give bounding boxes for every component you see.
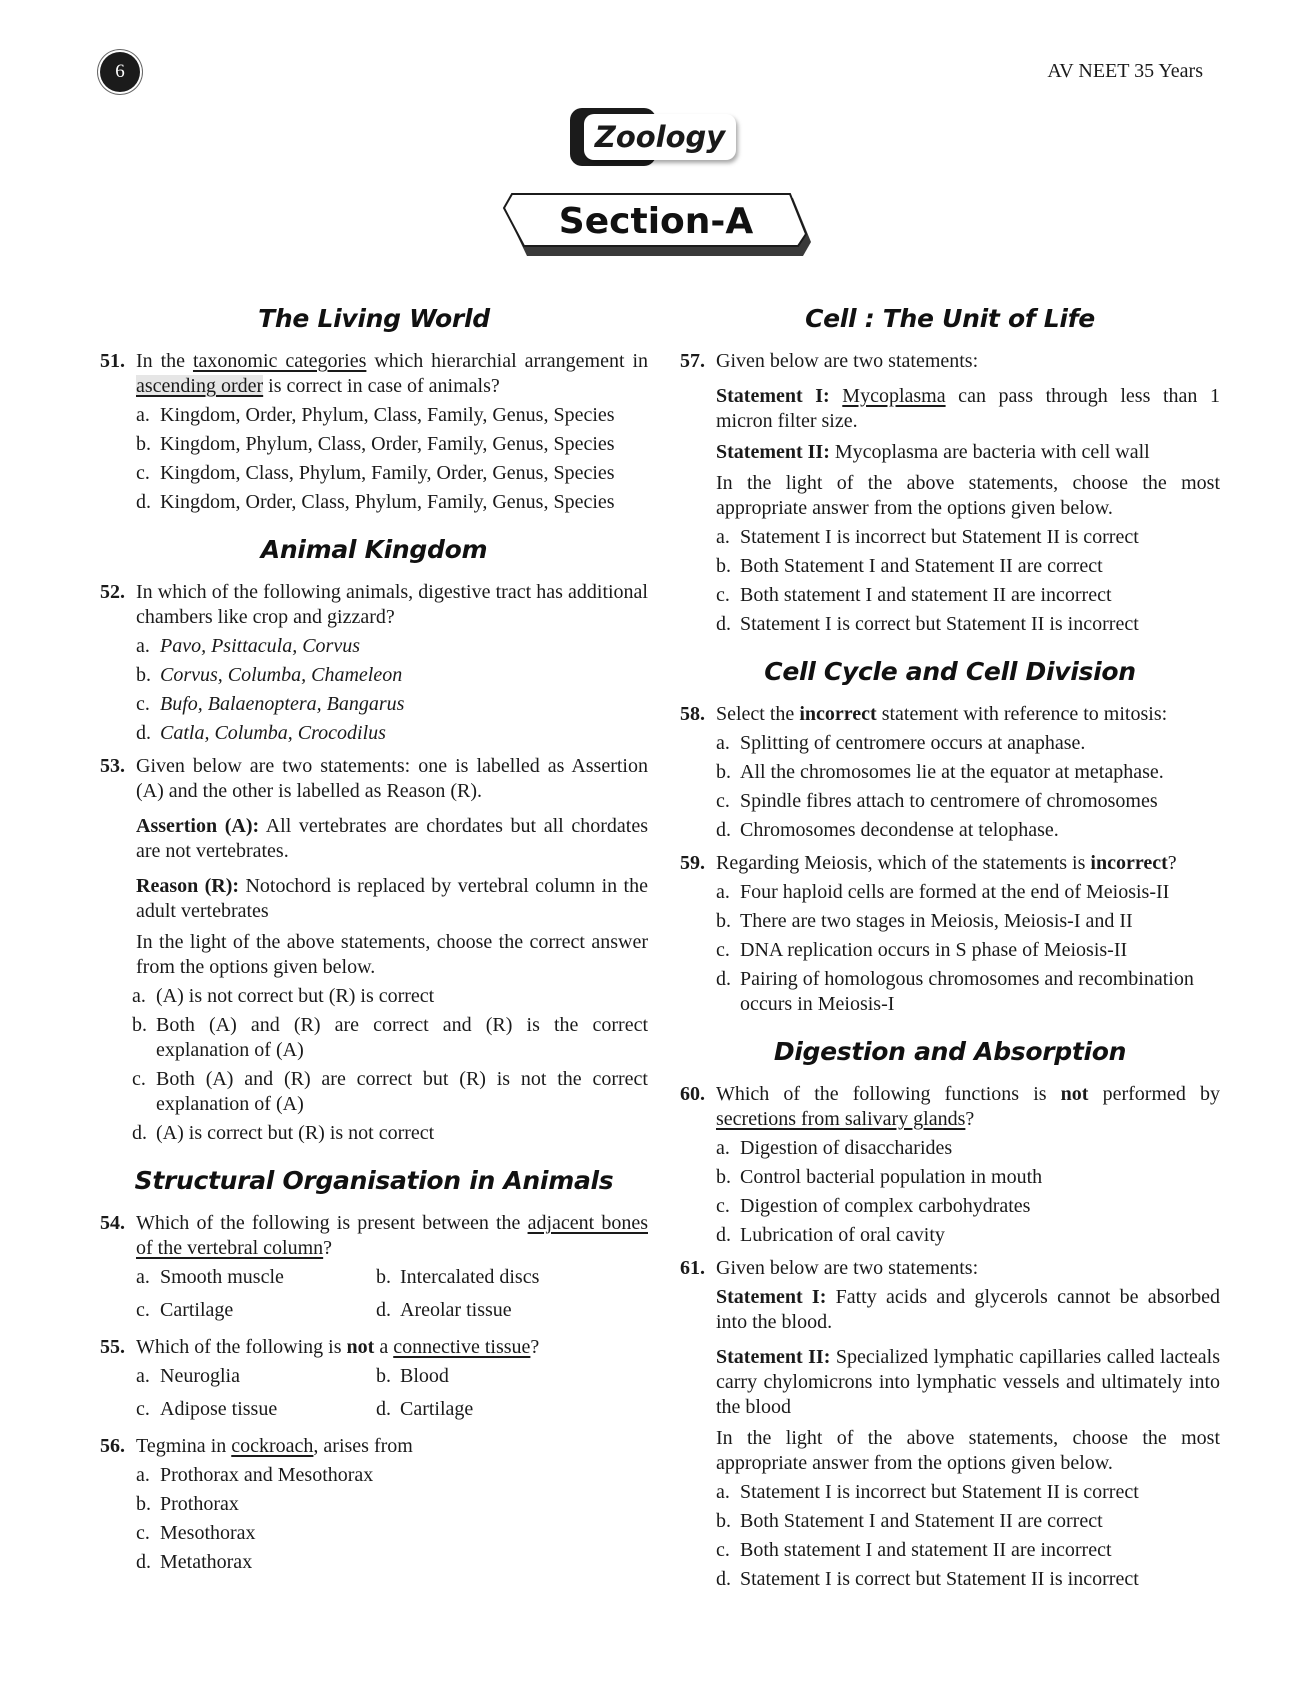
statement-1: Statement I: Mycoplasma can pass through less than 1 micron filter size. <box>716 385 1220 432</box>
heading-digestion: Digestion and Absorption <box>773 1037 1127 1066</box>
option-a: a. Kingdom, Order, Phylum, Class, Family, Genus, Species <box>136 404 615 426</box>
option-c: c. Both statement I and statement II are incorrect <box>716 1539 1112 1561</box>
option-d: d. Metathorax <box>136 1551 253 1573</box>
question-number: 57. <box>680 350 705 372</box>
option-c: c. Both (A) and (R) are correct but (R) is not the correct explanation of (A) <box>132 1068 648 1115</box>
option-d: d. Kingdom, Order, Class, Phylum, Family, Genus, Species <box>136 491 615 513</box>
heading-animal-kingdom: Animal Kingdom <box>260 535 488 564</box>
statement-2: Statement II: Specialized lymphatic capillaries called lacteals carry chylomicrons into lymphatic vessels and ultimately into the blood <box>716 1346 1220 1418</box>
option-b: b. Intercalated discs <box>376 1266 540 1288</box>
option-c: c. Digestion of complex carbohydrates <box>716 1195 1031 1217</box>
question-text: Which of the following is not a connective tissue? <box>136 1336 540 1358</box>
question-number: 54. <box>100 1212 125 1234</box>
option-b: b. Both Statement I and Statement II are correct <box>716 1510 1103 1532</box>
question-number: 52. <box>100 581 125 603</box>
option-c: c. Adipose tissue <box>136 1398 278 1420</box>
question-61 <box>680 1256 1220 1592</box>
option-a: a. Digestion of disaccharides <box>716 1137 953 1159</box>
option-d: d. Lubrication of oral cavity <box>716 1224 945 1246</box>
option-b: b. Prothorax <box>136 1493 239 1515</box>
statement-1: Statement I: Fatty acids and glycerols cannot be absorbed into the blood. <box>716 1286 1220 1333</box>
option-c: c. Kingdom, Class, Phylum, Family, Order, Genus, Species <box>136 462 615 484</box>
option-c: c. Cartilage <box>136 1299 234 1321</box>
section-title: Section-A <box>558 200 754 242</box>
left-column <box>100 298 648 1583</box>
option-b: b. Control bacterial population in mouth <box>716 1166 1043 1188</box>
option-d: d. Pairing of homologous chromosomes and recombination occurs in Meiosis-I <box>716 968 1194 1015</box>
option-a: a. Smooth muscle <box>136 1266 284 1288</box>
option-d: d. Cartilage <box>376 1398 474 1420</box>
question-number: 56. <box>100 1435 125 1457</box>
instruction: In the light of the above statements, choose the most appropriate answer from the options given below. <box>716 472 1220 519</box>
question-text: Which of the following functions is not performed by secretions from salivary glands? <box>716 1083 1220 1130</box>
option-c: c. Mesothorax <box>136 1522 256 1544</box>
question-text: Select the incorrect statement with reference to mitosis: <box>716 703 1168 725</box>
question-53 <box>100 754 648 1146</box>
highlighted-text: ascending order <box>136 375 264 397</box>
subject-title: Zoology <box>584 114 736 160</box>
question-number: 53. <box>100 755 125 777</box>
option-a: a. (A) is not correct but (R) is correct <box>132 985 435 1007</box>
option-d: d. Chromosomes decondense at telophase. <box>716 819 1059 841</box>
option-d: d. Catla, Columba, Crocodilus <box>136 722 386 744</box>
option-d: d. Statement I is correct but Statement II is incorrect <box>716 1568 1139 1590</box>
option-a: a. Splitting of centromere occurs at anaphase. <box>716 732 1086 754</box>
question-text: Tegmina in cockroach, arises from <box>136 1435 413 1457</box>
right-column <box>680 298 1220 1600</box>
heading-cell-cycle: Cell Cycle and Cell Division <box>764 657 1136 686</box>
question-54 <box>100 1211 648 1327</box>
option-b: b. Corvus, Columba, Chameleon <box>136 664 403 686</box>
question-number: 55. <box>100 1336 125 1358</box>
option-a: a. Prothorax and Mesothorax <box>136 1464 374 1486</box>
option-b: b. There are two stages in Meiosis, Meiosis-I and II <box>716 910 1133 932</box>
book-title: AV NEET 35 Years <box>1047 60 1203 82</box>
question-56 <box>100 1434 648 1575</box>
question-text: In the taxonomic categories which hierarchial arrangement in ascending order is correct in case of animals? <box>136 350 648 397</box>
question-52 <box>100 580 648 746</box>
option-c: c. DNA replication occurs in S phase of Meiosis-II <box>716 939 1128 961</box>
option-a: a. Neuroglia <box>136 1365 240 1387</box>
question-number: 51. <box>100 350 125 372</box>
option-b: b. Kingdom, Phylum, Class, Order, Family, Genus, Species <box>136 433 615 455</box>
page-number-badge: 6 <box>100 52 140 92</box>
option-c: c. Both statement I and statement II are incorrect <box>716 584 1112 606</box>
question-59 <box>680 851 1220 1017</box>
question-text: Given below are two statements: one is labelled as Assertion (A) and the other is labelled as Reason (R). <box>136 755 648 802</box>
option-c: c. Spindle fibres attach to centromere of chromosomes <box>716 790 1158 812</box>
option-a: a. Statement I is incorrect but Statement II is correct <box>716 526 1139 548</box>
option-b: b. Both (A) and (R) are correct and (R) is the correct explanation of (A) <box>132 1014 648 1061</box>
option-a: a. Four haploid cells are formed at the end of Meiosis-II <box>716 881 1170 903</box>
question-60 <box>680 1082 1220 1248</box>
assertion: Assertion (A): All vertebrates are chordates but all chordates are not vertebrates. <box>136 815 649 862</box>
heading-living-world: The Living World <box>258 304 490 333</box>
question-57 <box>680 349 1220 637</box>
option-a: a. Pavo, Psittacula, Corvus <box>136 635 360 657</box>
question-number: 60. <box>680 1083 705 1105</box>
instruction: In the light of the above statements, choose the most appropriate answer from the options given below. <box>716 1427 1220 1474</box>
option-d: d. Statement I is correct but Statement II is incorrect <box>716 613 1139 635</box>
option-b: b. Blood <box>376 1365 449 1387</box>
option-d: d. (A) is correct but (R) is not correct <box>132 1122 435 1144</box>
instruction: In the light of the above statements, choose the correct answer from the options given below. <box>136 931 648 978</box>
question-51 <box>100 349 648 515</box>
heading-structural-organisation: Structural Organisation in Animals <box>134 1166 614 1195</box>
question-55 <box>100 1335 648 1426</box>
option-b: b. Both Statement I and Statement II are correct <box>716 555 1103 577</box>
question-text: Regarding Meiosis, which of the statements is incorrect? <box>716 852 1177 874</box>
question-58 <box>680 702 1220 843</box>
heading-cell-unit-of-life: Cell : The Unit of Life <box>805 304 1095 333</box>
question-text: Given below are two statements: <box>716 350 979 372</box>
section-banner <box>500 190 812 260</box>
question-text: In which of the following animals, digestive tract has additional chambers like crop and gizzard? <box>136 581 648 628</box>
question-number: 58. <box>680 703 705 725</box>
option-d: d. Areolar tissue <box>376 1299 512 1321</box>
option-a: a. Statement I is incorrect but Statement II is correct <box>716 1481 1139 1503</box>
statement-2: Statement II: Mycoplasma are bacteria with cell wall <box>716 441 1150 463</box>
option-b: b. All the chromosomes lie at the equator at metaphase. <box>716 761 1164 783</box>
question-number: 61. <box>680 1257 705 1279</box>
question-text: Given below are two statements: <box>716 1257 979 1279</box>
question-number: 59. <box>680 852 705 874</box>
reason: Reason (R): Notochord is replaced by vertebral column in the adult vertebrates <box>136 875 648 922</box>
subject-tab <box>570 106 742 166</box>
question-text: Which of the following is present between the adjacent bones of the vertebral column? <box>136 1212 648 1259</box>
option-c: c. Bufo, Balaenoptera, Bangarus <box>136 693 405 715</box>
